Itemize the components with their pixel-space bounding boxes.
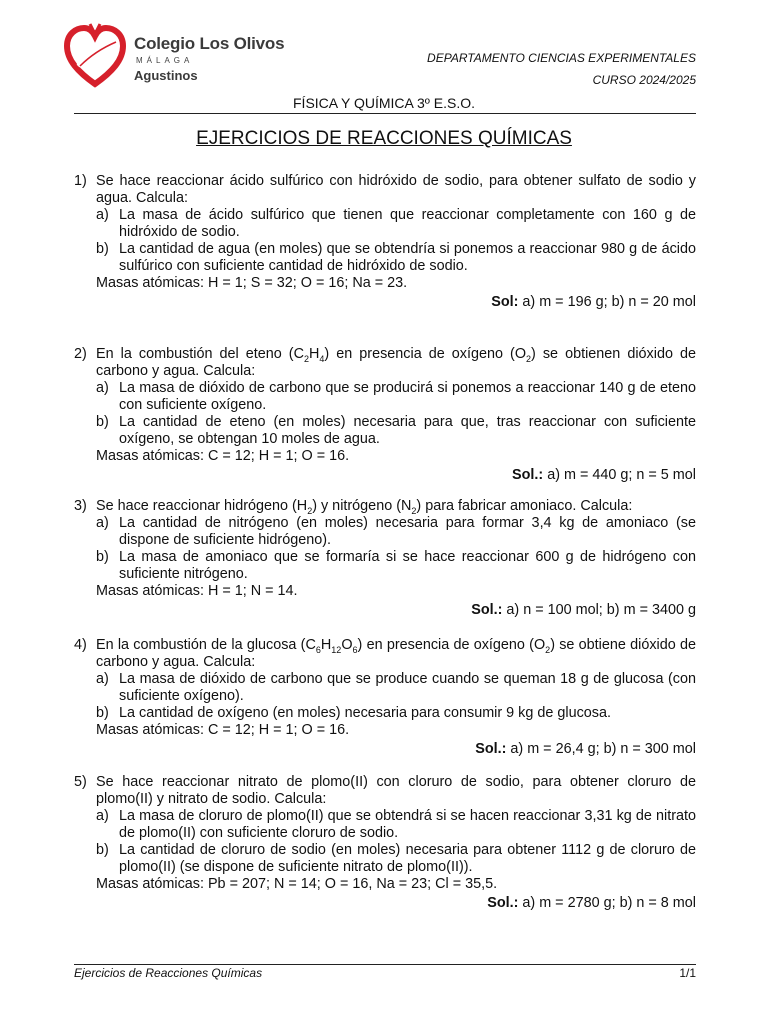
part-label: b) xyxy=(96,241,109,257)
exercise-3 xyxy=(74,498,696,619)
part-text: La cantidad de nitrógeno (en moles) necesaria para formar 3,4 kg de amoniaco (se dispone de suficiente hidrógeno). xyxy=(119,515,696,548)
part-label: b) xyxy=(96,842,109,858)
solution-label: Sol.: xyxy=(475,741,507,757)
heart-logo-icon xyxy=(64,22,126,88)
solution-label: Sol.: xyxy=(487,895,519,911)
part-label: a) xyxy=(96,380,109,396)
part-text: La masa de amoniaco que se formaría si se hace reaccionar 600 g de hidrógeno con suficiente nitrógeno. xyxy=(119,549,696,582)
solution xyxy=(96,467,696,484)
exercise-number: 1) xyxy=(74,173,87,189)
exercise-intro: Se hace reaccionar nitrato de plomo(II) con cloruro de sodio, para obtener cloruro de plomo(II) y nitrato de sodio. Calcula: xyxy=(96,774,696,807)
school-order: Agustinos xyxy=(134,68,198,83)
page-number: 1/1 xyxy=(679,966,696,980)
part-text: La cantidad de eteno (en moles) necesaria para que, tras reaccionar con suficiente oxígeno, se obtengan 10 moles de agua. xyxy=(119,414,696,447)
part-label: b) xyxy=(96,549,109,565)
solution-label: Sol.: xyxy=(512,467,544,483)
solution xyxy=(96,895,696,912)
header-divider xyxy=(74,113,696,114)
department-label: DEPARTAMENTO CIENCIAS EXPERIMENTALES xyxy=(427,51,696,65)
part-label: a) xyxy=(96,515,109,531)
exercise-4 xyxy=(74,637,696,758)
part-label: a) xyxy=(96,671,109,687)
exercise-number: 2) xyxy=(74,346,87,362)
subject-heading: FÍSICA Y QUÍMICA 3º E.S.O. xyxy=(293,95,475,111)
solution xyxy=(96,294,696,311)
solution-text: a) m = 440 g; n = 5 mol xyxy=(547,467,696,483)
exercise-part-b xyxy=(96,414,696,448)
footer-divider xyxy=(74,964,696,965)
part-label: a) xyxy=(96,808,109,824)
solution-label: Sol.: xyxy=(471,602,503,618)
part-text: La cantidad de cloruro de sodio (en moles) necesaria para obtener 1112 g de cloruro de plomo(II) (se dispone de suficiente nitrato de plomo(II)). xyxy=(119,842,696,875)
part-text: La masa de dióxido de carbono que se producirá si ponemos a reaccionar 140 g de eteno con suficiente oxígeno. xyxy=(119,380,696,413)
atomic-masses: Masas atómicas: Pb = 207; N = 14; O = 16, Na = 23; Cl = 35,5. xyxy=(96,876,498,892)
exercise-part-b xyxy=(96,842,696,876)
part-text: La cantidad de agua (en moles) que se obtendría si ponemos a reaccionar 980 g de ácido sulfúrico con suficiente cantidad de hidróxido de sodio. xyxy=(119,241,696,274)
exercise-number: 3) xyxy=(74,498,87,514)
exercise-intro: Se hace reaccionar ácido sulfúrico con hidróxido de sodio, para obtener sulfato de sodio y agua. Calcula: xyxy=(96,173,696,206)
atomic-masses: Masas atómicas: C = 12; H = 1; O = 16. xyxy=(96,722,350,738)
school-logo xyxy=(64,22,294,92)
exercise-part-b xyxy=(96,705,696,722)
school-name: Colegio Los Olivos xyxy=(134,34,285,53)
part-text: La cantidad de oxígeno (en moles) necesaria para consumir 9 kg de glucosa. xyxy=(119,705,611,721)
course-label: CURSO 2024/2025 xyxy=(592,73,696,87)
exercise-1 xyxy=(74,173,696,311)
atomic-masses: Masas atómicas: H = 1; N = 14. xyxy=(96,583,298,599)
exercise-5 xyxy=(74,774,696,912)
exercise-intro: Se hace reaccionar hidrógeno $(H_2)$ y nitrógeno $(N_2)$ para fabricar amoniaco. Calcula: xyxy=(96,498,633,516)
exercise-part-b xyxy=(96,241,696,275)
exercise-part-a xyxy=(96,207,696,241)
exercise-intro: En la combustión de la glucosa $(C_6H_{12}O_6)$ en presencia de oxígeno $(O_2)$ se obtiene dióxido de carbono y agua. Calcula: xyxy=(96,637,696,670)
part-label: b) xyxy=(96,414,109,430)
solution-text: a) m = 2780 g; b) n = 8 mol xyxy=(522,895,696,911)
atomic-masses: Masas atómicas: H = 1; S = 32; O = 16; Na = 23. xyxy=(96,275,408,291)
part-text: La masa de cloruro de plomo(II) que se obtendrá si se hacen reaccionar 3,31 kg de nitrato de plomo(II) con suficiente cloruro de sodio. xyxy=(119,808,696,841)
solution-text: a) m = 26,4 g; b) n = 300 mol xyxy=(510,741,696,757)
solution-label: Sol: xyxy=(491,294,519,310)
page-title: EJERCICIOS DE REACCIONES QUÍMICAS xyxy=(196,128,572,149)
exercise-number: 5) xyxy=(74,774,87,790)
part-label: b) xyxy=(96,705,109,721)
part-text: La masa de dióxido de carbono que se produce cuando se queman 18 g de glucosa (con suficiente oxígeno). xyxy=(119,671,696,704)
exercise-2 xyxy=(74,346,696,484)
footer-title: Ejercicios de Reacciones Químicas xyxy=(74,966,263,980)
solution-text: a) m = 196 g; b) n = 20 mol xyxy=(522,294,696,310)
part-label: a) xyxy=(96,207,109,223)
exercise-part-a xyxy=(96,808,696,842)
solution-text: a) n = 100 mol; b) m = 3400 g xyxy=(506,602,696,618)
school-city: MÁLAGA xyxy=(136,56,194,65)
atomic-masses: Masas atómicas: C = 12; H = 1; O = 16. xyxy=(96,448,350,464)
exercise-number: 4) xyxy=(74,637,87,653)
exercise-part-a xyxy=(96,671,696,705)
solution xyxy=(96,602,696,619)
exercise-part-a xyxy=(96,515,696,549)
exercise-part-a xyxy=(96,380,696,414)
solution xyxy=(96,741,696,758)
exercise-part-b xyxy=(96,549,696,583)
exercise-intro: En la combustión del eteno $(C_2H_4)$ en presencia de oxígeno $(O_2)$ se obtienen dióxido de carbono y agua. Calcula: xyxy=(96,346,696,379)
part-text: La masa de ácido sulfúrico que tienen que reaccionar completamente con 160 g de hidróxido de sodio. xyxy=(119,207,696,240)
